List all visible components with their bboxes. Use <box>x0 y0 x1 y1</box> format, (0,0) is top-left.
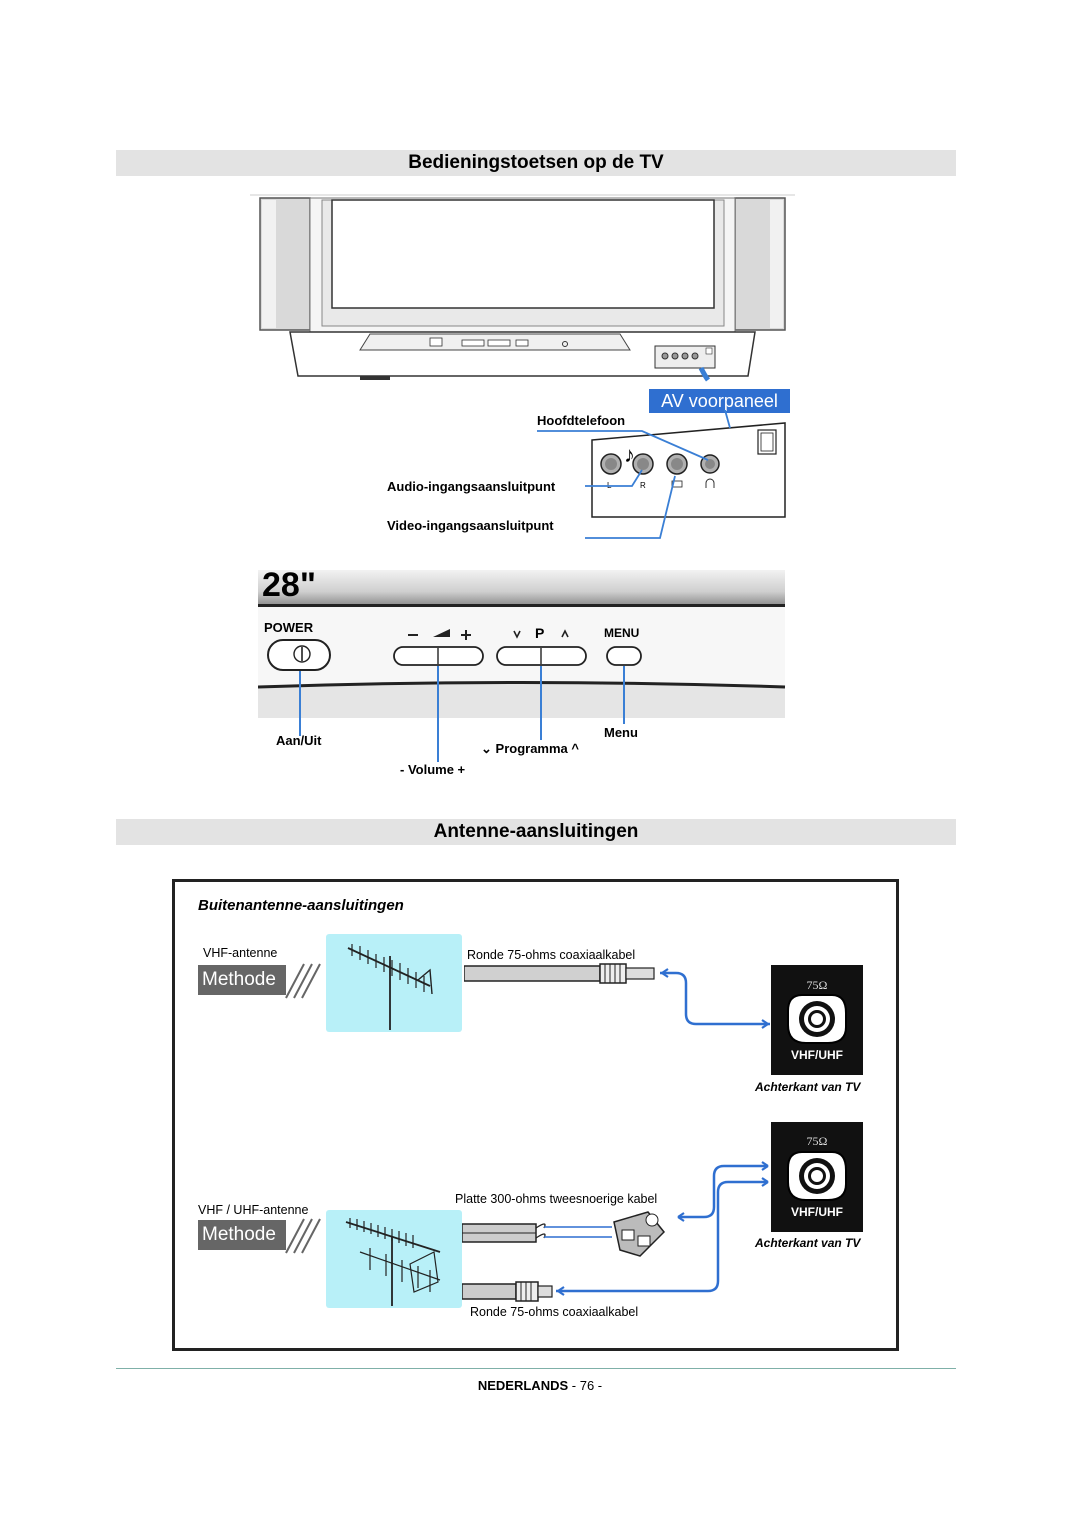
method-2-stripes <box>280 1215 322 1255</box>
audio-jack-left <box>601 454 621 474</box>
back-of-tv-label-2: Achterkant van TV <box>755 1236 861 1250</box>
method-2-text: Methode 2 <box>202 1224 276 1275</box>
vhf-antenna-label: VHF-antenne <box>203 946 278 960</box>
ohm-label-2: 75Ω <box>806 1134 828 1148</box>
method-2-badge <box>198 1220 286 1275</box>
program-p-label: P <box>535 625 545 641</box>
footer-rule <box>116 1368 956 1369</box>
socket-label-2: VHF/UHF <box>791 1205 843 1219</box>
coax-socket-icon-2 <box>784 1150 850 1202</box>
section-title-controls <box>116 150 956 176</box>
menu-button-shape <box>607 647 641 665</box>
audio-jack-right <box>633 454 653 474</box>
menu-callout: Menu <box>604 725 638 740</box>
coax-cable-label-1: Ronde 75-ohms coaxiaalkabel <box>467 948 636 962</box>
chevron-down-icon: ⌄ <box>481 741 492 756</box>
jack-right-label: R <box>640 481 646 490</box>
method-1-stripes <box>280 960 322 1000</box>
ohm-label-1: 75Ω <box>806 978 828 992</box>
power-label: POWER <box>264 620 314 635</box>
audio-input-label: Audio-ingangsaansluitpunt <box>387 479 556 494</box>
chevron-up-icon: ^ <box>571 741 579 756</box>
coax-socket-icon-1 <box>784 993 850 1045</box>
control-panel-illustration <box>258 566 788 721</box>
music-note-icon: ♪ <box>624 442 635 467</box>
video-jack <box>667 454 687 474</box>
power-button-shape <box>268 640 330 670</box>
back-of-tv-label-1: Achterkant van TV <box>755 1080 861 1094</box>
vhf-antenna-icon <box>330 936 460 1032</box>
footer-page-number: - 76 - <box>571 1378 603 1393</box>
jack-left-label: L <box>607 481 612 490</box>
coax-cable-label-2: Ronde 75-ohms coaxiaalkabel <box>470 1305 639 1319</box>
flat-and-coax-cables <box>462 1160 774 1310</box>
headphone-label: Hoofdtelefoon <box>537 413 626 428</box>
screen-size-label: 28" <box>262 566 316 604</box>
vhf-uhf-antenna-icon <box>330 1212 460 1308</box>
antenna-box-title: Buitenantenne-aansluitingen <box>198 897 404 914</box>
vhf-uhf-antenna-label: VHF / UHF-antenne <box>198 1203 309 1217</box>
coax-cable-1 <box>464 962 774 1037</box>
method-1-text: Methode 1 <box>202 969 276 1020</box>
programma-callout-text: Programma <box>495 741 568 756</box>
socket-label-1: VHF/UHF <box>791 1048 843 1062</box>
section-title-text: Bedieningstoetsen op de TV <box>408 152 664 173</box>
page-footer <box>0 1378 1080 1393</box>
tv-front-illustration <box>250 190 810 390</box>
programma-callout <box>481 741 579 757</box>
method-1-badge <box>198 965 286 1020</box>
footer-language: NEDERLANDS <box>477 1378 569 1393</box>
power-callout: Aan/Uit <box>276 733 322 748</box>
av-panel-badge-text: AV voorpaneel <box>661 391 778 411</box>
section-title-text: Antenne-aansluitingen <box>433 821 639 842</box>
flat-cable-label: Platte 300-ohms tweesnoerige kabel <box>455 1192 658 1206</box>
volume-callout: - Volume + <box>400 762 466 777</box>
video-input-label: Video-ingangsaansluitpunt <box>387 518 554 533</box>
tv-screen <box>332 200 714 308</box>
section-title-antenna <box>116 819 956 845</box>
menu-label: MENU <box>604 626 640 640</box>
